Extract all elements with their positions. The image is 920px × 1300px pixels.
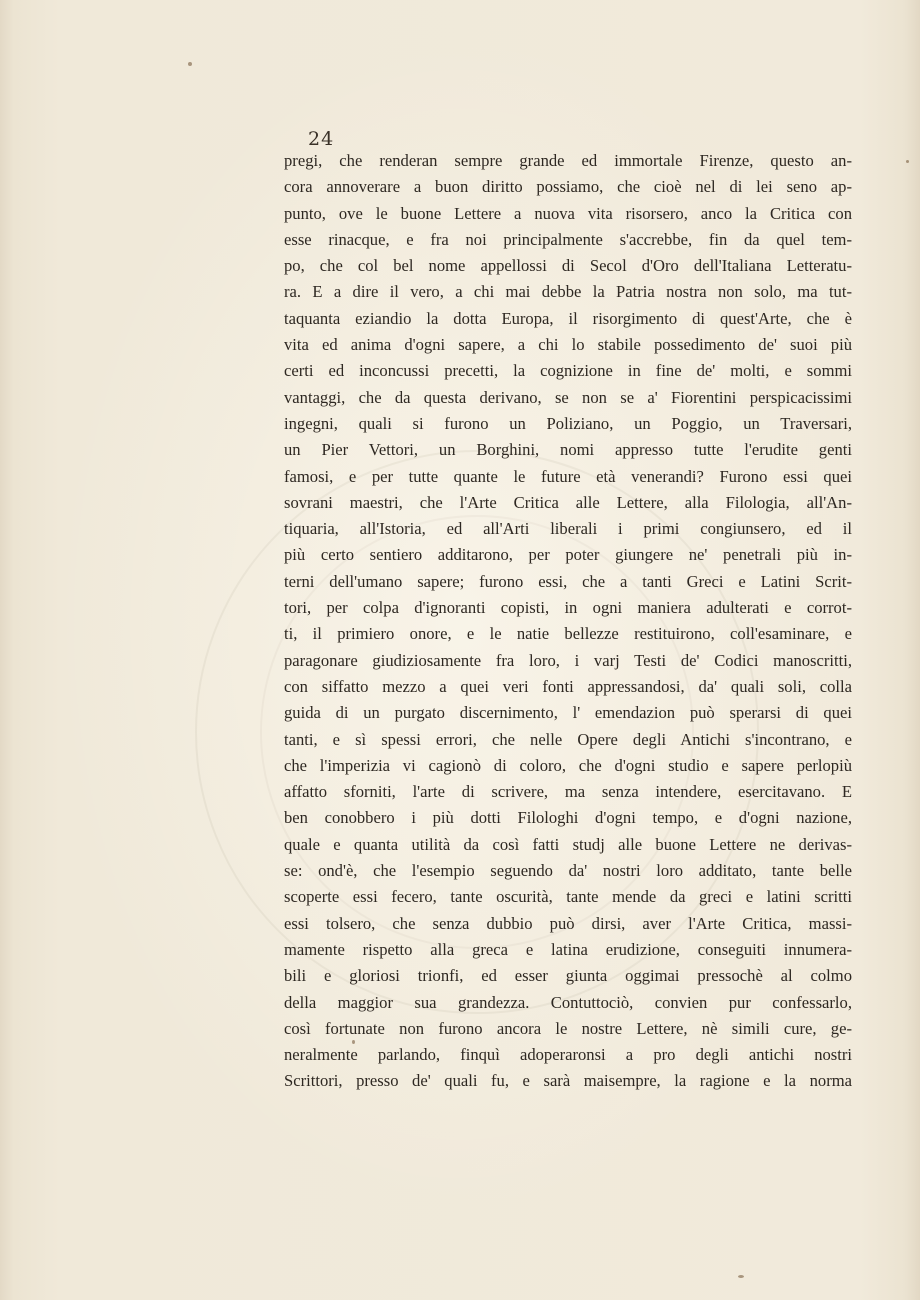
text-line: così fortunate non furono ancora le nostre Lettere, nè simili cure, ge- [284,1018,852,1038]
text-line: bili e gloriosi trionfi, ed esser giunta oggimai pressochè al colmo [284,966,852,986]
page-number: 24 [308,128,335,150]
text-line: vantaggi, che da questa derivano, se non se a' Fiorentini perspicacissimi [284,387,852,407]
text-line: pregi, che renderan sempre grande ed immortale Firenze, questo an- [284,151,852,170]
text-line: con siffatto mezzo a quei veri fonti appressandosi, da' quali soli, colla [284,676,852,696]
text-line: tiquaria, all'Istoria, ed all'Arti liberali i primi congiunsero, ed il [284,519,852,539]
text-line: scoperte essi fecero, tante oscurità, tante mende da greci e latini scritti [284,887,852,907]
text-line: mamente rispetto alla greca e latina erudizione, conseguiti innumera- [284,939,852,959]
text-line: ra. E a dire il vero, a chi mai debbe la Patria nostra non solo, ma tut- [284,282,852,302]
text-line: che l'imperizia vi cagionò di coloro, che d'ogni studio e sapere perlopiù [284,755,852,775]
text-line: ben conobbero i più dotti Filologhi d'ogni tempo, e d'ogni nazione, [284,808,852,828]
text-line: po, che col bel nome appellossi di Secol d'Oro dell'Italiana Letteratu- [284,256,852,276]
text-line: terni dell'umano sapere; furono essi, che a tanti Greci e Latini Scrit- [284,571,852,591]
text-line: essi tolsero, che senza dubbio può dirsi, aver l'Arte Critica, massi- [284,913,852,933]
text-line: tori, per colpa d'ignoranti copisti, in ogni maniera adulterati e corrot- [284,598,852,618]
text-line: Scrittori, presso de' quali fu, e sarà maisempre, la ragione e la norma [284,1071,852,1091]
text-line: quale e quanta utilità da così fatti studj alle buone Lettere ne derivas- [284,834,852,854]
text-line: famosi, e per tutte quante le future età venerandi? Furono essi quei [284,466,852,486]
text-line: un Pier Vettori, un Borghini, nomi appresso tutte l'erudite genti [284,440,852,460]
paper-speck [906,160,909,163]
text-line: della maggior sua grandezza. Contuttociò, convien pur confessarlo, [284,992,852,1012]
text-line: taquanta eziandio la dotta Europa, il risorgimento di quest'Arte, che è [284,308,852,328]
body-text [284,148,852,1095]
text-line: vita ed anima d'ogni sapere, a chi lo stabile possedimento de' suoi più [284,335,852,355]
text-line: tanti, e sì spessi errori, che nelle Opere degli Antichi s'incontrano, e [284,729,852,749]
text-line: affatto sforniti, l'arte di scrivere, ma senza intendere, esercitavano. E [284,782,852,802]
text-line: sovrani maestri, che l'Arte Critica alle Lettere, alla Filologia, all'An- [284,492,852,512]
text-line: ingegni, quali si furono un Poliziano, un Poggio, un Traversari, [284,413,852,433]
text-line: punto, ove le buone Lettere a nuova vita risorsero, anco la Critica con [284,203,852,223]
paper-speck [188,62,192,66]
text-line: più certo sentiero additarono, per poter giungere ne' penetrali più in- [284,545,852,565]
paper-speck [738,1275,744,1278]
text-line: paragonare giudiziosamente fra loro, i varj Testi de' Codici manoscritti, [284,650,852,670]
text-line: ti, il primiero onore, e le natie bellezze restituirono, coll'esaminare, e [284,624,852,644]
text-line: cora annoverare a buon diritto possiamo, che cioè nel di lei seno ap- [284,177,852,197]
text-line: certi ed inconcussi precetti, la cognizione in fine de' molti, e sommi [284,361,852,381]
text-line: guida di un purgato discernimento, l' emendazion può sperarsi di quei [284,703,852,723]
text-line: se: ond'è, che l'esempio seguendo da' nostri loro additato, tante belle [284,861,852,881]
text-line: esse rinacque, e fra noi principalmente s'accrebbe, fin da quel tem- [284,229,852,249]
text-line: neralmente parlando, finquì adoperaronsi a pro degli antichi nostri [284,1045,852,1065]
